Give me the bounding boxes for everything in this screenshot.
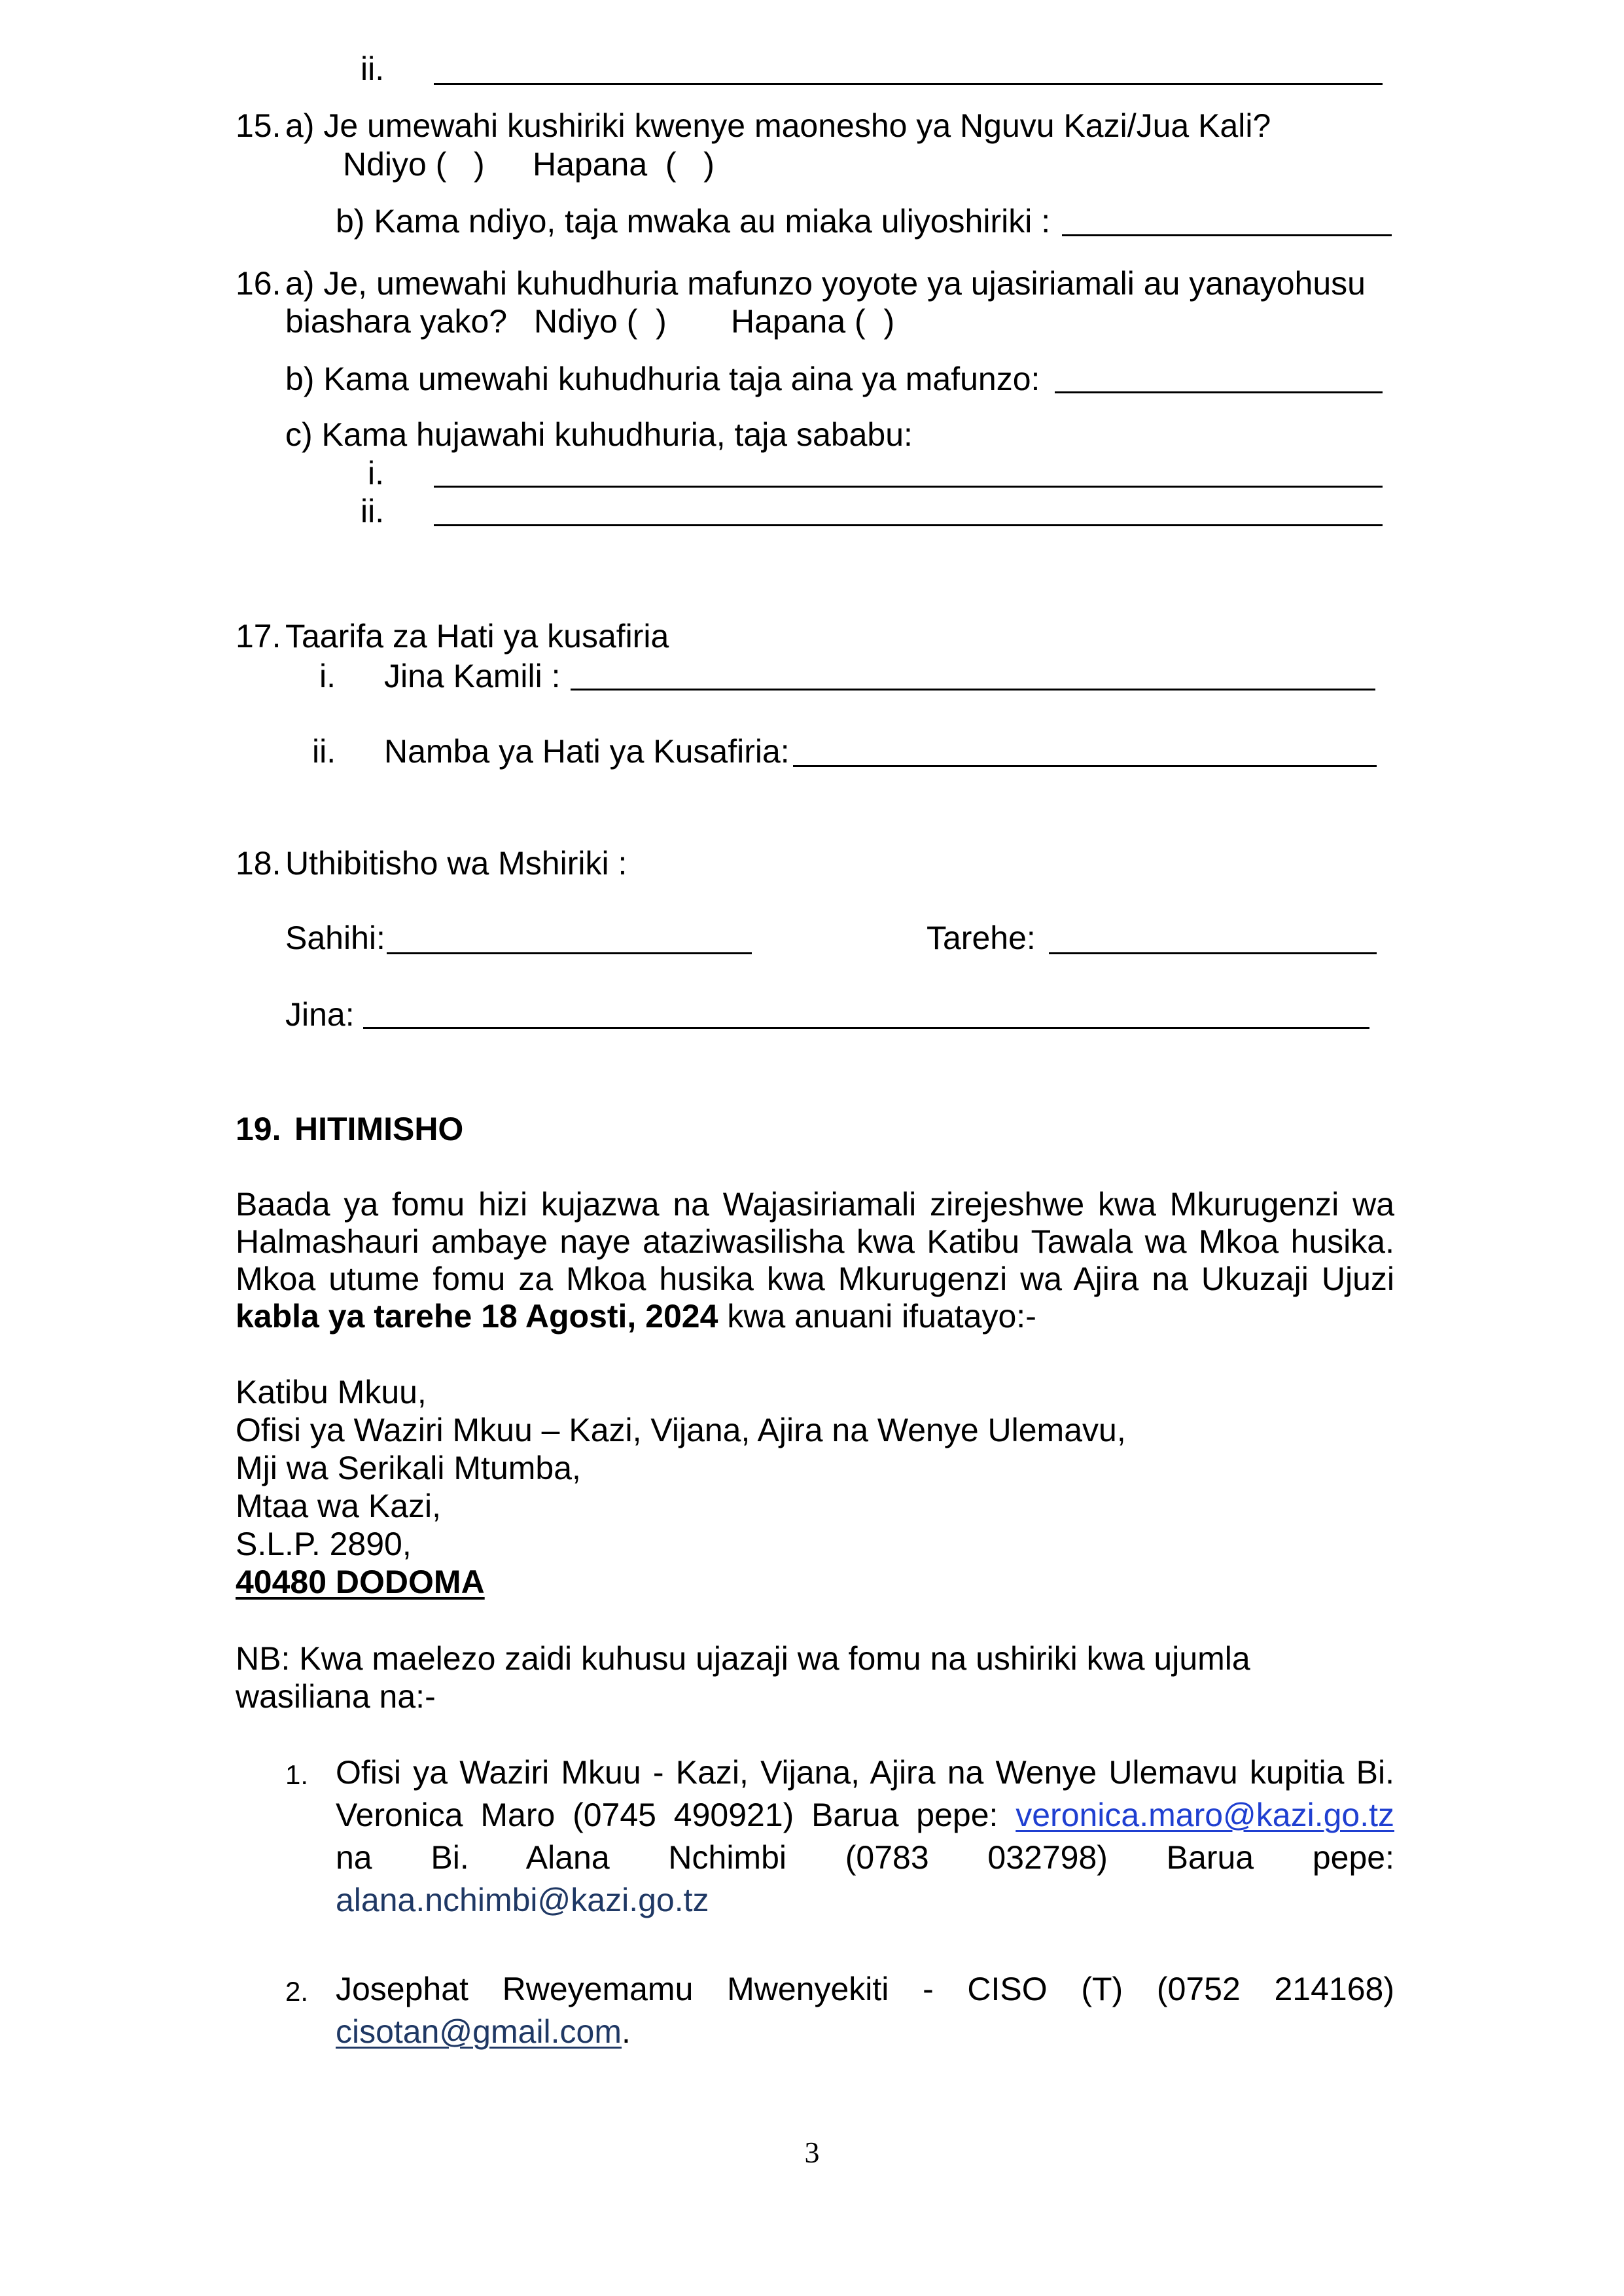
- q15b-answer-line: [1062, 234, 1392, 236]
- q17-item-i-marker: i.: [319, 658, 336, 694]
- q17-number: 17.: [236, 618, 281, 655]
- contact-2-number: 2.: [285, 1976, 309, 2007]
- contact-line: [336, 1879, 1394, 1922]
- date-answer-line: [1049, 952, 1377, 954]
- nb-line: wasiliana na:-: [236, 1678, 436, 1715]
- paragraph-end-text: kwa anuani ifuatayo:-: [718, 1298, 1036, 1335]
- address-line: Katibu Mkuu,: [236, 1374, 427, 1410]
- q16a-option-yes: Ndiyo ( ): [534, 303, 667, 340]
- q15-number: 15.: [236, 107, 281, 144]
- deadline-text: kabla ya tarehe 18 Agosti, 2024: [236, 1298, 718, 1335]
- q14-item-ii-answer-line: [434, 83, 1383, 85]
- q16a-question-line1: a) Je, umewahi kuhudhuria mafunzo yoyote ya ujasiriamali au yanayohusu: [285, 265, 1366, 302]
- address-line: Mtaa wa Kazi,: [236, 1488, 442, 1524]
- q15a-option-no: Hapana ( ): [533, 146, 715, 183]
- date-label: Tarehe:: [927, 920, 1036, 956]
- email-suffix: .: [622, 2013, 631, 2050]
- q16c-question: c) Kama hujawahi kuhudhuria, taja sababu:: [285, 416, 913, 453]
- q16c-item-i-marker: i.: [368, 455, 384, 492]
- signature-answer-line: [387, 952, 752, 954]
- q16a-question-line2: biashara yako?: [285, 303, 508, 340]
- contact-line: Josephat Rweyemamu Mwenyekiti - CISO (T) (0752 214168): [336, 1971, 1394, 2007]
- address-line: S.L.P. 2890,: [236, 1526, 412, 1562]
- q18-number: 18.: [236, 845, 281, 882]
- q17-full-name-label: Jina Kamili :: [384, 658, 561, 694]
- contact-line: na Bi. Alana Nchimbi (0783 032798) Barua pepe:: [336, 1839, 1394, 1876]
- q16a-option-no: Hapana ( ): [731, 303, 895, 340]
- paragraph-line: Halmashauri ambaye naye ataziwasilisha kwa Katibu Tawala wa Mkoa husika.: [236, 1223, 1394, 1260]
- q16c-item-ii-marker: ii.: [361, 493, 385, 529]
- q17-item-ii-marker: ii.: [312, 733, 336, 770]
- nb-note: [236, 1640, 1250, 1715]
- conclusion-paragraph: [236, 1186, 1394, 1335]
- q17-passport-number-answer-line: [793, 765, 1377, 767]
- q14-item-ii-marker: ii.: [361, 50, 385, 87]
- signature-label: Sahihi:: [285, 920, 385, 956]
- address-line: Mji wa Serikali Mtumba,: [236, 1450, 581, 1486]
- q16b-answer-line: [1055, 391, 1383, 393]
- email-link[interactable]: cisotan@gmail.com: [336, 2013, 622, 2050]
- address-city-line: [236, 1563, 1126, 1601]
- q17-full-name-answer-line: [571, 689, 1375, 691]
- contact-2: [336, 1968, 1394, 2053]
- email-link[interactable]: alana.nchimbi@kazi.go.tz: [336, 1882, 709, 1918]
- q16c-item-ii-answer-line: [434, 524, 1383, 526]
- q18-title: Uthibitisho wa Mshiriki :: [285, 845, 627, 882]
- page-number: 3: [804, 2136, 820, 2169]
- q15a-question: a) Je umewahi kushiriki kwenye maonesho ya Nguvu Kazi/Jua Kali?: [285, 107, 1271, 144]
- q16c-item-i-answer-line: [434, 486, 1383, 488]
- contact-line: [336, 1794, 1394, 1837]
- q16b-question: b) Kama umewahi kuhudhuria taja aina ya mafunzo:: [285, 361, 1040, 397]
- name-label: Jina:: [285, 996, 355, 1033]
- mailing-address: [236, 1373, 1126, 1601]
- paragraph-line: Baada ya fomu hizi kujazwa na Wajasiriamali zirejeshwe kwa Mkurugenzi wa: [236, 1186, 1394, 1223]
- q16-number: 16.: [236, 265, 281, 302]
- address-line: Ofisi ya Waziri Mkuu – Kazi, Vijana, Ajira na Wenye Ulemavu,: [236, 1412, 1126, 1448]
- email-link[interactable]: veronica.maro@kazi.go.tz: [1015, 1797, 1394, 1833]
- q19-title: HITIMISHO: [294, 1111, 464, 1147]
- contact-1-number: 1.: [285, 1759, 309, 1790]
- q17-passport-number-label: Namba ya Hati ya Kusafiria:: [384, 733, 790, 770]
- q15a-option-yes: Ndiyo ( ): [343, 146, 485, 183]
- name-answer-line: [363, 1027, 1369, 1029]
- q15b-question: b) Kama ndiyo, taja mwaka au miaka uliyoshiriki :: [336, 203, 1051, 240]
- contact-line: Ofisi ya Waziri Mkuu - Kazi, Vijana, Ajira na Wenye Ulemavu kupitia Bi.: [336, 1754, 1394, 1791]
- paragraph-line: [236, 1298, 1394, 1335]
- nb-line: NB: Kwa maelezo zaidi kuhusu ujazaji wa fomu na ushiriki kwa ujumla: [236, 1640, 1250, 1677]
- contact-text: Veronica Maro (0745 490921) Barua pepe:: [336, 1797, 1016, 1833]
- contact-line: [336, 2011, 1394, 2053]
- address-city: 40480 DODOMA: [236, 1564, 485, 1600]
- paragraph-line: Mkoa utume fomu za Mkoa husika kwa Mkurugenzi wa Ajira na Ukuzaji Ujuzi: [236, 1261, 1394, 1297]
- contact-1: [336, 1751, 1394, 1922]
- q19-number: 19.: [236, 1111, 281, 1147]
- q17-title: Taarifa za Hati ya kusafiria: [285, 618, 669, 655]
